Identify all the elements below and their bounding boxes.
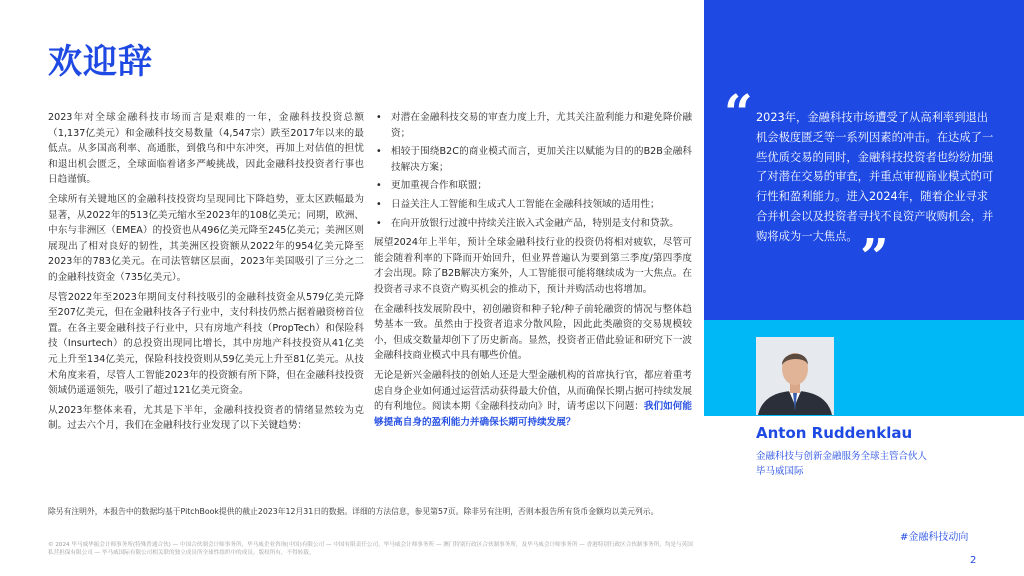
author-portrait-icon — [756, 337, 834, 415]
closing-question: 我们如何能够提高自身的盈利能力并确保长期可持续发展？ — [374, 401, 693, 428]
intro-paragraph-2: 全球所有关键地区的金融科技投资均呈现同比下降趋势，亚太区跌幅最为显著，从2022年的513亿美元缩水至2023年的108亿美元；同期，欧洲、中东与非洲区（EMEA）的投资也从496亿美元降至245亿美元；美洲区则展现出了相对良好的韧性，其美洲区投资额从2022年的954亿美元降至2023年的783亿美元。在司法管辖区层面，2023年美国吸引了三分之二的金融科技资金（735亿美元）。 — [48, 193, 364, 283]
left-text-column — [48, 110, 364, 438]
closing-text: 无论是新兴金融科技的创始人还是大型金融机构的首席执行官，都应着重考虑自身企业如何通过运营活动获得最大价值，从而确保长期占据可持续发展的有利地位。阅读本期《金融科技动向》时，请考虑以下问题： — [374, 369, 692, 413]
seed-funding-paragraph: 在金融科技发展阶段中，初创融资和种子轮/种子前轮融资的情况与整体趋势基本一致。虽然由于投资者追求分散风险，因此此类融资的交易规模较小，但成交数量却创下了历史新高。显然，投资者正借此验证和研究下一波金融科技商业模式中具有哪些价值。 — [374, 303, 692, 362]
page-number: 2 — [970, 555, 977, 566]
quote-text: 2023年，金融科技市场遭受了从高利率到退出机会极度匮乏等一系列因素的冲击。在达成了一些优质交易的同时，金融科技投资者也纷纷加强了对潜在交易的审查，并重点审视商业模式的可行性和盈利能力。进入2024年，随着企业寻求合并机会以及投资者寻找不良资产收购机会，并购将成为一大焦点。 — [756, 111, 994, 243]
trend-item: • 更加重视合作和联盟； — [374, 178, 692, 194]
trend-list — [374, 110, 692, 231]
outlook-paragraph: 展望2024年上半年，预计全球金融科技行业的投资仍将相对疲软，尽管可能会随着利率的下降而开始回升，但业界普遍认为要到第三季度/第四季度才会出现。除了B2B解决方案外，人工智能很可能将继续成为一大焦点。在投资者寻求不良资产购买机会的推动下，预计并购活动也将增加。 — [374, 237, 692, 295]
close-quote-icon: ” — [860, 227, 889, 286]
author-photo — [756, 337, 834, 415]
quote-block — [704, 0, 1024, 320]
closing-paragraph — [374, 368, 692, 430]
page-title: 欢迎辞 — [48, 42, 153, 82]
author-title: 金融科技与创新金融服务全球主管合伙人 — [756, 451, 928, 462]
author-name: Anton Ruddenklau — [756, 424, 913, 442]
trend-item: • 在向开放银行过渡中持续关注嵌入式金融产品，特别是支付和贷款。 — [374, 216, 692, 232]
author-role — [756, 449, 996, 479]
trend-item: • 相较于围绕B2C的商业模式而言，更加关注以赋能为目的的B2B金融科技解决方案； — [374, 144, 692, 175]
intro-paragraph-3: 尽管2022年至2023年期间支付科技吸引的金融科技资金从579亿美元降至207亿美元，但在金融科技各子行业中，支付科技仍然占据着融资榜首位置。在各主要金融科技子行业中，只有房地产科技（PropTech）和保险科技（Insurtech）的总投资出现同比增长，其中房地产科技投资从41亿美元上升至134亿美元，保险科技投资则从59亿美元上升至81亿美元。从技术角度来看，尽管人工智能2023年的投资额有所下降，但在金融科技投资领域仍遥遥领先，吸引了超过121亿美元资金。 — [48, 291, 364, 397]
open-quote-icon: “ — [724, 83, 753, 142]
hashtag-link[interactable]: #金融科技动向 — [900, 532, 969, 543]
footnote: 除另有注明外，本报告中的数据均基于PitchBook提供的截止2023年12月31日的数据。详细的方法信息，参见第57页。除非另有注明，否则本报告所有货币金额均以美元列示。 — [48, 507, 659, 516]
trend-item: • 对潜在金融科技交易的审查力度上升，尤其关注盈利能力和避免降价融资； — [374, 110, 692, 141]
trend-item: • 日益关注人工智能和生成式人工智能在金融科技领域的适用性； — [374, 197, 692, 213]
accent-band — [704, 320, 1024, 416]
intro-paragraph-4: 从2023年整体来看，尤其是下半年，金融科技投资者的情绪显然较为克制。过去六个月，我们在金融科技行业发现了以下关键趋势： — [48, 404, 364, 432]
author-company: 毕马威国际 — [756, 466, 804, 477]
intro-paragraph-1: 2023年对全球金融科技市场而言是艰难的一年，金融科技投资总额（1,137亿美元）和金融科技交易数量（4,547宗）跌至2017年以来的最低点。从多国高利率、高通胀，到俄乌和中东冲突，再加上对估值的担忧和退出机会匮乏，全球面临着诸多严峻挑战，因此金融科技投资者行事也日趋谨慎。 — [48, 112, 364, 186]
legal-disclaimer: © 2024 毕马威华振会计师事务所(特殊普通合伙) — 中国合伙制会计师事务所，毕马威企业咨询(中国)有限公司 — 中国有限责任公司，毕马威会计师事务所 — 澳门特别行政区合伙制事务所，及毕马威会计师事务所 — 香港特别行政区合伙制事务所，均是与英国私营担保有限公司 — 毕马威国际有限公司相关联的独立成员所全球性组织中的成员。版权所有，不得转载。 — [48, 542, 693, 556]
middle-text-column — [374, 110, 692, 434]
quote-panel — [704, 0, 1024, 576]
